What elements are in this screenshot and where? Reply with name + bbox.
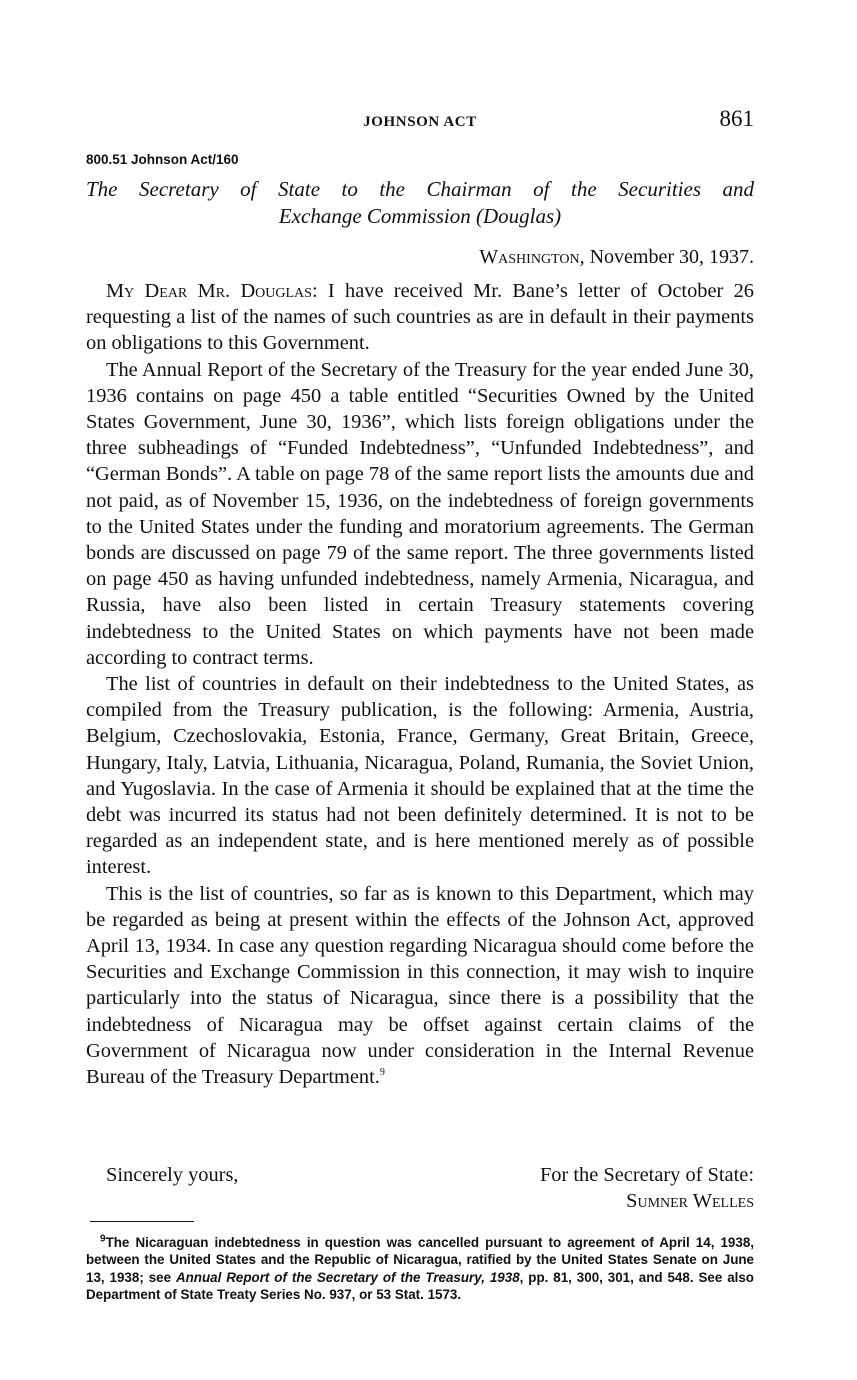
dateline [479, 246, 754, 269]
footnote-marker: 9 [100, 1233, 106, 1245]
heading-line-1: The Secretary of State to the Chairman of the Securities and [86, 177, 754, 201]
running-head-title: JOHNSON ACT [363, 114, 477, 130]
footnote-divider [90, 1221, 194, 1222]
signer-name: Sumner Welles [626, 1190, 754, 1212]
paragraph-2: The Annual Report of the Secretary of the Treasury for the year ended June 30, 1936 contains on page 450 a table entitled “Securities Owned by the United States Government, June 30, 1936”, which lists foreign obligations under the three subheadings of “Funded Indebtedness”, “Unfunded Indebtedness”, and “German Bonds”. A table on page 78 of the same report lists the amounts due and not paid, as of November 15, 1936, on the indebtedness of foreign governments to the United States under the funding and moratorium agreements. The German bonds are discussed on page 79 of the same report. The three governments listed on page 450 as having unfunded indebtedness, namely Armenia, Nicaragua, and Russia, have also been listed in certain Treasury statements covering indebtedness to the United States on which payments have not been made according to contract terms. [86, 358, 754, 669]
paragraph-4 [86, 881, 754, 1091]
signature-authority: For the Secretary of State: [539, 1164, 754, 1186]
salutation: My Dear Mr. Douglas [106, 280, 312, 302]
file-number: 800.51 Johnson Act/160 [86, 152, 239, 167]
dateline-date: , November 30, 1937. [579, 246, 754, 268]
letter-body [86, 278, 754, 1090]
paragraph-1-text: : I have received Mr. Bane’s letter of October 26 requesting a list of the names of such countries as are in default in their payments on obligations to this Government. [86, 280, 754, 355]
running-head [86, 106, 754, 136]
footnote-cited-title: Annual Report of the Secretary of the Treasury, 1938 [175, 1269, 520, 1285]
heading-line-2: Exchange Commission (Douglas) [278, 204, 562, 228]
footnote [86, 1234, 754, 1304]
complimentary-close: Sincerely yours, [106, 1164, 239, 1186]
footnote-reference: 9 [379, 1067, 385, 1079]
footnote-text-a: The Nicaraguan indebtedness in question was cancelled pursuant to agreement of April 14, 1938, between the United States and the Republic of Nicaragua, ratified by the United States Senate on June 13, 1938; see [86, 1235, 754, 1285]
document-heading [86, 176, 754, 230]
paragraph-3: The list of countries in default on their indebtedness to the United States, as compiled from the Treasury publication, is the following: Armenia, Austria, Belgium, Czechoslovakia, Estonia, France, Germany, Great Britain, Greece, Hungary, Italy, Latvia, Lithuania, Nicaragua, Poland, Rumania, the Soviet Union, and Yugoslavia. In the case of Armenia it should be explained that at the time the debt was incurred its status had not been definitely determined. It is not to be regarded as an independent state, and is here mentioned merely as of possible interest. [86, 673, 754, 879]
footnote-text-b: , pp. 81, 300, 301, and 548. See also Department of State Treaty Series No. 937, or 53 Stat. 1573. [86, 1269, 754, 1303]
paragraph-4-text: This is the list of countries, so far as is known to this Department, which may be regarded as being at present within the effects of the Johnson Act, approved April 13, 1934. In case any question regarding Nicaragua should come before the Securities and Exchange Commission in this connection, it may wish to inquire particularly into the status of Nicaragua, since there is a possibility that the indebtedness of Nicaragua may be offset against certain claims of the Government of Nicaragua now under consideration in the Internal Revenue Bureau of the Treasury Department. [86, 882, 754, 1089]
dateline-place: Washington [479, 246, 580, 268]
page-number: 861 [719, 106, 754, 131]
paragraph-1 [86, 278, 754, 357]
